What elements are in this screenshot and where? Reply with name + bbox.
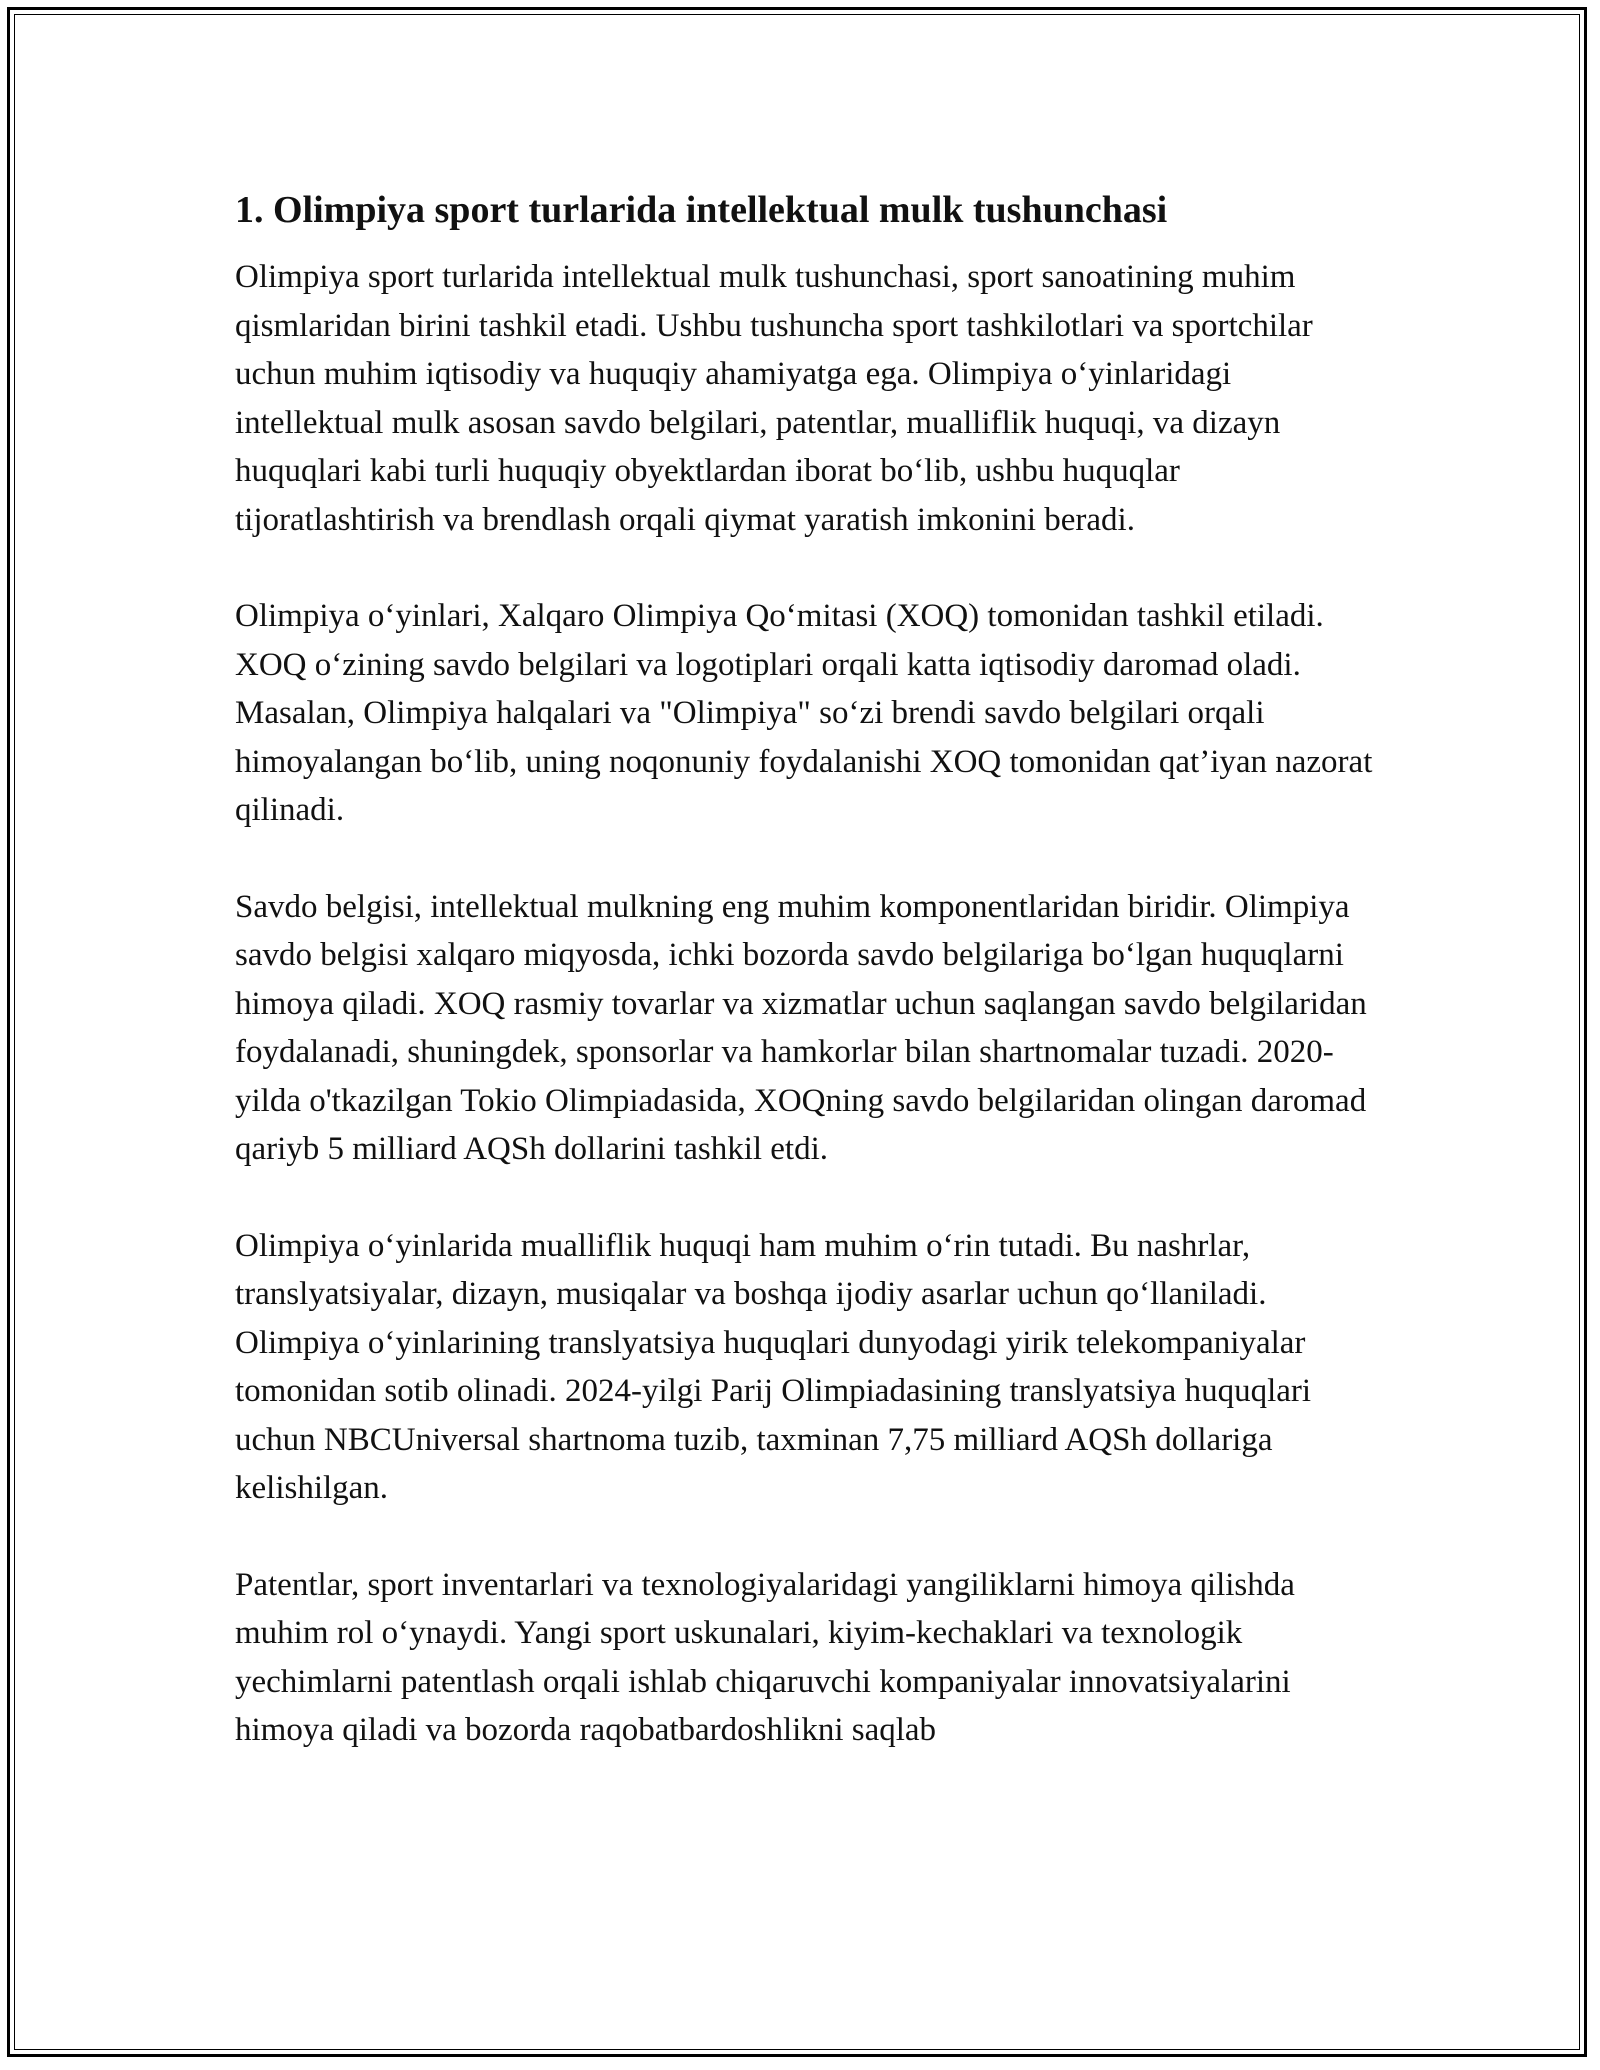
paragraph: Patentlar, sport inventarlari va texnologiyalaridagi yangiliklarni himoya qilishda muhim rol o‘ynaydi. Yangi sport uskunalari, kiyim-kechaklari va texnologik yechimlarni patentlash orqali ishlab chiqaruvchi kompaniyalar innovatsiyalarini himoya qiladi va bozorda raqobatbardoshlikni saqlab [235, 1566, 1295, 1748]
paragraph: Olimpiya o‘yinlari, Xalqaro Olimpiya Qo‘mitasi (XOQ) tomonidan tashkil etiladi. XOQ o‘zining savdo belgilari va logotiplari orqali katta iqtisodiy daromad oladi. Masalan, Olimpiya halqalari va "Olimpiya" so‘zi brendi savdo belgilari orqali himoyalangan bo‘lib, uning noqonuniy foydalanishi XOQ tomonidan qat’iyan nazorat qilinadi. [235, 598, 1373, 828]
document-body [235, 185, 1375, 1803]
paragraph: Savdo belgisi, intellektual mulkning eng muhim komponentlaridan biridir. Olimpiya savdo belgisi xalqaro miqyosda, ichki bozorda savdo belgilariga bo‘lgan huquqlarni himoya qiladi. XOQ rasmiy tovarlar va xizmatlar uchun saqlangan savdo belgilaridan foydalanadi, shuningdek, sponsorlar va hamkorlar bilan shartnomalar tuzadi. 2020-yilda o'tkazilgan Tokio Olimpiadasida, XOQning savdo belgilaridan olingan daromad qariyb 5 milliard AQSh dollarini tashkil etdi. [235, 888, 1367, 1167]
paragraph: Olimpiya o‘yinlarida mualliflik huquqi ham muhim o‘rin tutadi. Bu nashrlar, translyatsiyalar, dizayn, musiqalar va boshqa ijodiy asarlar uchun qo‘llaniladi. Olimpiya o‘yinlarining translyatsiya huquqlari dunyodagi yirik telekompaniyalar tomonidan sotib olinadi. 2024-yilgi Parij Olimpiadasining translyatsiya huquqlari uchun NBCUniversal shartnoma tuzib, taxminan 7,75 milliard AQSh dollariga kelishilgan. [235, 1227, 1312, 1506]
paragraph: Olimpiya sport turlarida intellektual mulk tushunchasi, sport sanoatining muhim qismlaridan birini tashkil etadi. Ushbu tushuncha sport tashkilotlari va sportchilar uchun muhim iqtisodiy va huquqiy ahamiyatga ega. Olimpiya o‘yinlaridagi intellektual mulk asosan savdo belgilari, patentlar, mualliflik huquqi, va dizayn huquqlari kabi turli huquqiy obyektlardan iborat bo‘lib, ushbu huquqlar tijoratlashtirish va brendlash orqali qiymat yaratish imkonini beradi. [235, 259, 1313, 538]
section-heading: 1. Olimpiya sport turlarida intellektual mulk tushunchasi [235, 189, 1168, 231]
